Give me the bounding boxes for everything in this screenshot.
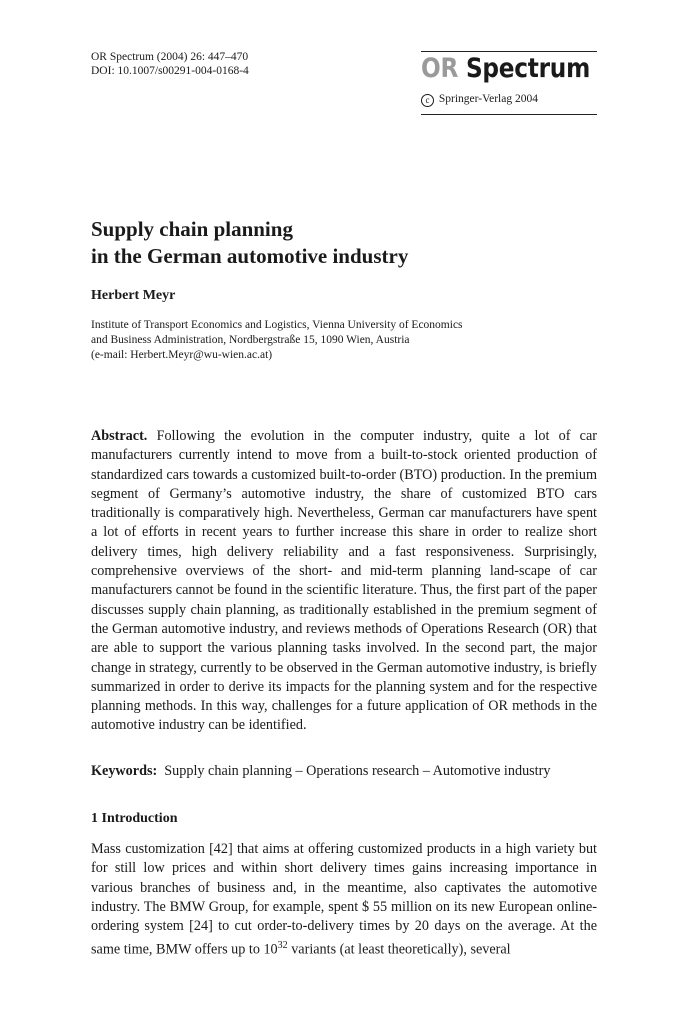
copyright-text: Springer-Verlag 2004 [438, 93, 538, 105]
journal-doi: DOI: 10.1007/s00291-004-0168-4 [91, 65, 249, 77]
abstract-text: Following the evolution in the computer industry, quite a lot of car manufacturers currently intend to move from a built-to-stock oriented production of standardized cars towards a customized built-to-order (BTO) production. In the premium segment of Germany’s automotive industry, the share of customized BTO cars traditionally is comparatively high. Nevertheless, German car manufacturers have spent a lot of efforts in recent years to further increase this share in order to realize short delivery times, high delivery reliability and a fast responsiveness. Surprisingly, comprehensive overviews of the short- and mid-term planning land-scape of car manufacturers cannot be found in the scientific literature. Thus, the first part of the paper discusses supply chain planning, as traditionally established in the premium segment of the German automotive industry, and reviews methods of Operations Research (OR) that are able to support the various planning tasks involved. In the second part, the major change in strategy, currently to be observed in the German automotive industry, is briefly summarized in order to derive its impacts for the planning system and for the respective planning methods. In this way, challenges for a future application of OR methods in the automotive industry can be identified. [91, 428, 598, 734]
copyright-line [421, 92, 597, 107]
affiliation-line-1: Institute of Transport Economics and Logistics, Vienna University of Economics [91, 319, 463, 331]
logo-spectrum: Spectrum [465, 53, 591, 84]
abstract [91, 427, 597, 736]
or-spectrum-logo [421, 52, 591, 88]
introduction-paragraph [91, 840, 597, 961]
intro-text-1: Mass customization [42] that aims at offering customized products in a high variety but for still low prices and within short delivery times gains increasing importance in various branches of business and, in the meantime, also captivates the automotive industry. The BMW Group, for example, spent $ 55 million on its new European online-ordering system [24] to cut order-to-delivery times by 20 days on the average. At the same time, BMW offers up to 10 [91, 841, 597, 959]
paper-title [91, 216, 611, 270]
author-affiliation [91, 318, 463, 363]
keywords [91, 762, 597, 781]
journal-citation: OR Spectrum (2004) 26: 447–470 [91, 51, 249, 63]
affiliation-line-2: and Business Administration, Nordbergstraße 15, 1090 Wien, Austria [91, 334, 410, 346]
keywords-label: Keywords: [91, 763, 158, 779]
journal-brand [421, 51, 597, 115]
journal-reference [91, 50, 249, 78]
logo-or: OR [421, 53, 459, 84]
affiliation-email: (e-mail: Herbert.Meyr@wu-wien.ac.at) [91, 349, 273, 361]
author-name: Herbert Meyr [91, 288, 176, 303]
copyright-icon: c [421, 94, 434, 107]
intro-text-2: variants (at least theoretically), several [287, 942, 511, 959]
title-line-2: in the German automotive industry [91, 244, 409, 268]
abstract-label: Abstract. [91, 428, 148, 444]
section-heading-introduction: 1 Introduction [91, 811, 178, 826]
brand-bottom-rule [421, 114, 597, 115]
keywords-text: Supply chain planning – Operations research – Automotive industry [164, 763, 551, 779]
intro-exponent: 32 [277, 940, 288, 952]
title-line-1: Supply chain planning [91, 217, 293, 241]
